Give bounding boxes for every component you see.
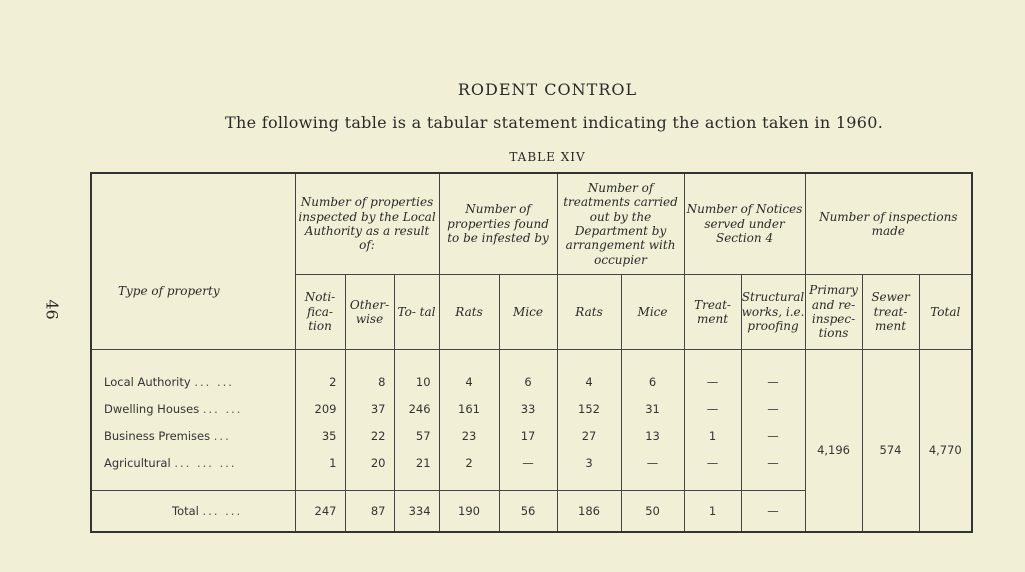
cell-structural: — [741, 449, 805, 476]
cell-infested-mice: 56 [499, 491, 557, 532]
header-treatments: Number of treatments carried out by the Department by arrangement with occupier [557, 174, 684, 275]
cell-total: 21 [394, 449, 439, 476]
cell-notification: 2 [295, 350, 345, 396]
header-treatment: Treat- ment [684, 275, 741, 350]
rodent-control-table [90, 172, 973, 533]
header-inspections-made: Number of inspections made [805, 174, 971, 275]
header-treated-rats: Rats [557, 275, 621, 350]
row-label: Business Premises [104, 428, 211, 443]
header-inspections-total: Total [919, 275, 971, 350]
header-type-of-property: Type of property [92, 174, 295, 350]
cell-total: 57 [394, 422, 439, 449]
cell-treatment: 1 [684, 422, 741, 449]
cell-otherwise: 22 [345, 422, 394, 449]
header-properties-infested: Number of properties found to be infested by [439, 174, 557, 275]
header-structural: Structural works, i.e. proofing [741, 275, 805, 350]
cell-treated-mice: 50 [621, 491, 684, 532]
cell-treated-mice: — [621, 449, 684, 476]
row-label: Agricultural [104, 455, 171, 470]
cell-treatment: — [684, 350, 741, 396]
header-otherwise: Other- wise [345, 275, 394, 350]
cell-structural: — [741, 422, 805, 449]
row-label: Dwelling Houses [104, 401, 200, 416]
cell-treatment: 1 [684, 491, 741, 532]
cell-treated-rats: 152 [557, 395, 621, 422]
cell-primary-inspections: 4,196 [805, 350, 862, 532]
page-title: RODENT CONTROL [457, 80, 638, 99]
header-infested-rats: Rats [439, 275, 499, 350]
leader-dots: ... ... [194, 374, 234, 389]
leader-dots: ... ... [202, 401, 243, 416]
cell-notification: 209 [295, 395, 345, 422]
leader-dots: ... ... ... [174, 455, 237, 470]
cell-treated-rats: 186 [557, 491, 621, 532]
cell-notification: 247 [295, 491, 345, 532]
table-label: TABLE XIV [509, 150, 586, 164]
cell-treatment: — [684, 449, 741, 476]
cell-infested-mice: 17 [499, 422, 557, 449]
cell-infested-mice: 33 [499, 395, 557, 422]
cell-total: 246 [394, 395, 439, 422]
header-primary: Primary and re- inspec- tions [805, 275, 862, 350]
row-label: Local Authority [104, 374, 191, 389]
leader-dots: ... [213, 428, 231, 443]
cell-treated-rats: 27 [557, 422, 621, 449]
cell-infested-rats: 190 [439, 491, 499, 532]
header-infested-mice: Mice [499, 275, 557, 350]
cell-otherwise: 20 [345, 449, 394, 476]
table-row [92, 350, 971, 396]
cell-otherwise: 8 [345, 350, 394, 396]
cell-notification: 1 [295, 449, 345, 476]
cell-structural: — [741, 395, 805, 422]
cell-infested-rats: 4 [439, 350, 499, 396]
cell-treated-mice: 6 [621, 350, 684, 396]
leader-dots: ... ... [202, 504, 243, 518]
cell-total: 10 [394, 350, 439, 396]
cell-infested-mice: — [499, 449, 557, 476]
page-number: 46 [42, 299, 62, 320]
cell-otherwise: 37 [345, 395, 394, 422]
header-notification: Noti- fica- tion [295, 275, 345, 350]
cell-total: 334 [394, 491, 439, 532]
header-notices: Number of Notices served under Section 4 [684, 174, 805, 275]
cell-infested-rats: 161 [439, 395, 499, 422]
cell-treated-mice: 31 [621, 395, 684, 422]
cell-infested-rats: 23 [439, 422, 499, 449]
header-total: To- tal [394, 275, 439, 350]
cell-treatment: — [684, 395, 741, 422]
cell-structural: — [741, 491, 805, 532]
cell-notification: 35 [295, 422, 345, 449]
cell-infested-mice: 6 [499, 350, 557, 396]
header-sewer: Sewer treat- ment [862, 275, 919, 350]
cell-infested-rats: 2 [439, 449, 499, 476]
cell-treated-mice: 13 [621, 422, 684, 449]
cell-otherwise: 87 [345, 491, 394, 532]
cell-sewer-treatment: 574 [862, 350, 919, 532]
header-treated-mice: Mice [621, 275, 684, 350]
total-label: Total [172, 504, 199, 518]
cell-treated-rats: 3 [557, 449, 621, 476]
cell-inspections-total: 4,770 [928, 442, 962, 457]
intro-text: The following table is a tabular statement indicating the action taken in 1960. [225, 113, 884, 132]
header-properties-inspected: Number of properties inspected by the Local Authority as a result of: [295, 174, 439, 275]
cell-structural: — [741, 350, 805, 396]
cell-treated-rats: 4 [557, 350, 621, 396]
